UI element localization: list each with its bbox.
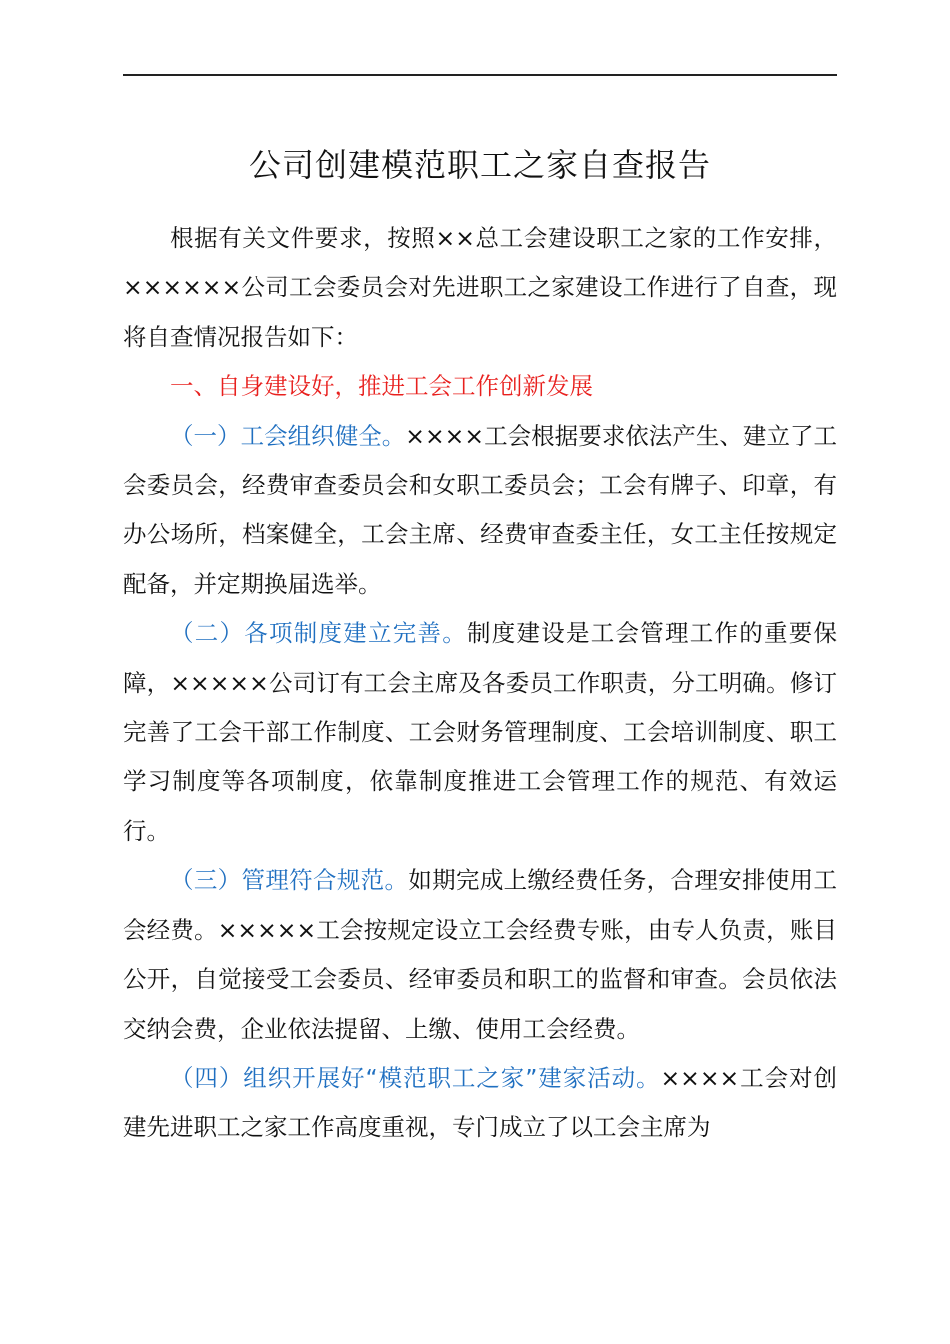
item-text-2: 制度建设是工会管理工作的重要保障，×××××公司订有工会主席及各委员工作职责，分工明确。修订完善了工会干部工作制度、工会财务管理制度、工会培训制度、职工学习制度等各项制度，依靠制度推进工会管理工作的规范、有效运行。: [123, 619, 837, 845]
item-paragraph-4: [123, 1054, 837, 1153]
header-rule: [123, 74, 837, 76]
item-paragraph-2: [123, 609, 837, 856]
item-paragraph-1: [123, 412, 837, 610]
intro-paragraph: 根据有关文件要求，按照××总工会建设职工之家的工作安排，××××××公司工会委员会对先进职工之家建设工作进行了自查，现将自查情况报告如下：: [123, 224, 837, 351]
item-text-3: 如期完成上缴经费任务，合理安排使用工会经费。×××××工会按规定设立工会经费专账，由专人负责，账目公开，自觉接受工会委员、经审委员和职工的监督和审查。会员依法交纳会费，企业依法提留、上缴、使用工会经费。: [123, 866, 838, 1043]
document-body: [123, 214, 837, 1153]
item-lead-2: （二）各项制度建立完善。: [170, 619, 467, 648]
item-lead-4: （四）组织开展好“模范职工之家”建家活动。: [170, 1063, 661, 1092]
item-paragraph-3: [123, 856, 837, 1054]
section-heading-1: 一、自身建设好，推进工会工作创新发展: [170, 372, 593, 401]
item-text-1: ××××工会根据要求依法产生、建立了工会委员会，经费审查委员会和女职工委员会；工会有牌子、印章，有办公场所，档案健全，工会主席、经费审查委主任，女工主任按规定配备，并定期换届选举。: [123, 421, 837, 598]
item-lead-3: （三）管理符合规范。: [170, 866, 409, 895]
item-lead-1: （一）工会组织健全。: [170, 421, 406, 450]
document-title: 公司创建模范职工之家自查报告: [248, 146, 711, 184]
item-text-4: ××××工会对创建先进职工之家工作高度重视，专门成立了以工会主席为: [123, 1063, 837, 1142]
